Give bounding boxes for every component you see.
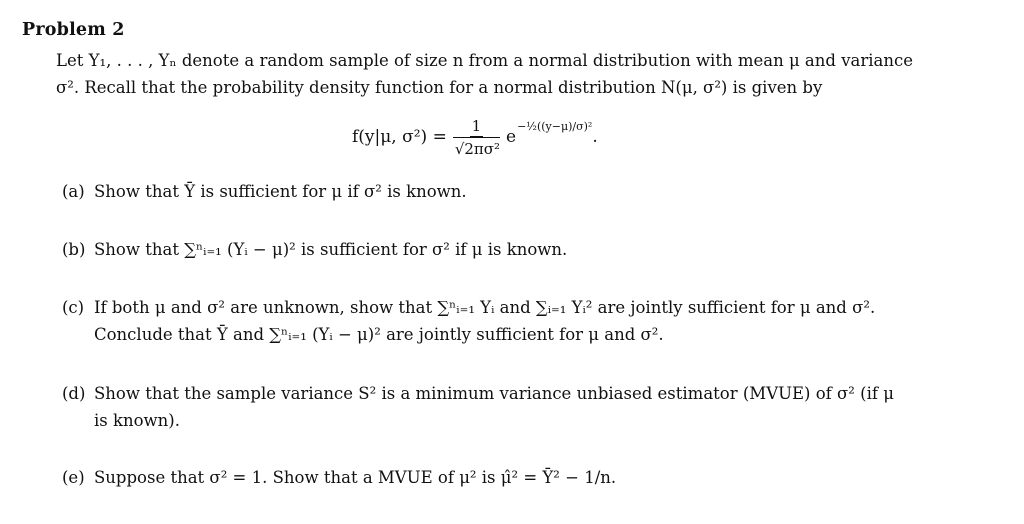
- intro-line-1: Let Y₁, . . . , Yₙ denote a random sample of size n from a normal distribution with mean μ and variance: [56, 51, 913, 70]
- intro-line-2: σ². Recall that the probability density function for a normal distribution N(μ, σ²) is given by: [56, 78, 823, 97]
- part-a: [62, 178, 962, 205]
- formula-exponent: −½((y−μ)/σ)²: [517, 119, 593, 133]
- part-b: [62, 236, 962, 263]
- part-c-label: (c): [62, 298, 85, 317]
- part-d: [62, 380, 962, 434]
- part-d-label: (d): [62, 384, 86, 403]
- formula-exp-base: e: [506, 127, 517, 147]
- problem-heading: Problem 2: [22, 20, 125, 40]
- part-e-text: Suppose that σ² = 1. Show that a MVUE of μ² is μ̂² = Ȳ² − 1/n.: [94, 468, 617, 487]
- formula-end: .: [592, 127, 598, 147]
- formula-numerator: 1: [471, 116, 482, 135]
- problem-intro: [56, 47, 976, 101]
- part-c-text: If both μ and σ² are unknown, show that ∑ⁿᵢ₌₁ Yᵢ and ∑ᵢ₌₁ Yᵢ² are jointly sufficient for μ and σ².: [94, 298, 876, 317]
- formula-lhs: f(y|μ, σ²) =: [352, 127, 447, 147]
- part-d-text: Show that the sample variance S² is a minimum variance unbiased estimator (MVUE) of σ² (if μ: [94, 384, 894, 403]
- part-c-text-2: Conclude that Ȳ and ∑ⁿᵢ₌₁ (Yᵢ − μ)² are jointly sufficient for μ and σ².: [94, 325, 664, 344]
- part-b-label: (b): [62, 240, 86, 259]
- part-d-text-2: is known).: [94, 411, 180, 430]
- part-e: [62, 464, 962, 491]
- part-c: [62, 294, 962, 348]
- part-a-label: (a): [62, 182, 85, 201]
- part-e-label: (e): [62, 468, 85, 487]
- formula-fraction: [453, 117, 500, 158]
- part-b-text: Show that ∑ⁿᵢ₌₁ (Yᵢ − μ)² is sufficient for σ² if μ is known.: [94, 240, 568, 259]
- formula-denominator: √2πσ²: [453, 137, 500, 158]
- pdf-formula: [352, 112, 598, 162]
- part-a-text: Show that Ȳ is sufficient for μ if σ² is known.: [94, 182, 467, 201]
